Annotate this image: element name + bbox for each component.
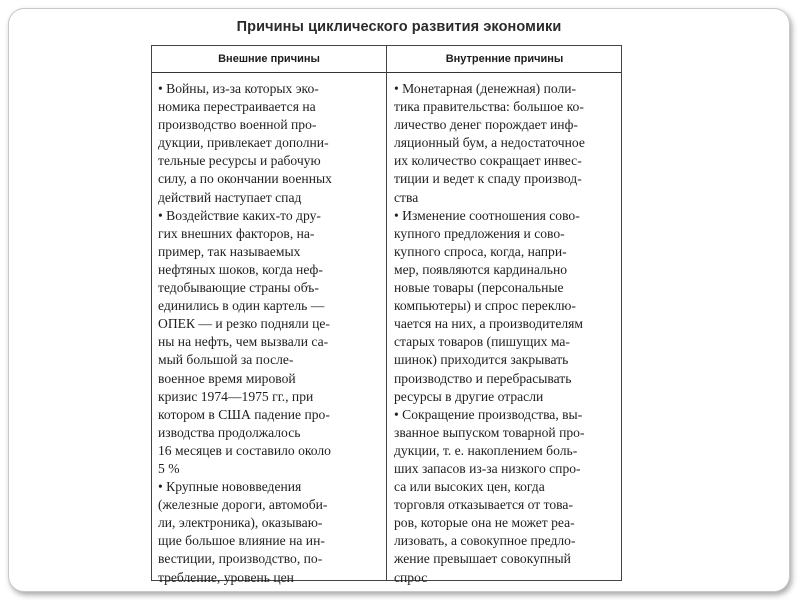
internal-cause-line: торговля отказывается от това- [394,497,573,513]
external-cause-line: • Крупные нововведения [158,479,302,495]
internal-cause-line: ресурсы в другие отрасли [394,388,544,404]
external-cause-line: • Войны, из-за которых эко- [158,81,319,96]
internal-cause-line: званное выпуском товарной про- [394,424,585,440]
internal-cause-line: спрос [394,569,428,585]
external-cause-line: мый большой за после- [158,352,294,368]
internal-cause-line: ляционный бум, а недостаточное [394,135,585,151]
external-cause-line: изводства продолжалось [158,424,301,440]
external-cause-line: силу, а по окончании военных [158,171,332,187]
internal-causes-column [394,80,618,587]
internal-cause-line: ров, которые она не может реа- [394,515,575,531]
external-cause-line: гих внешних факторов, на- [158,225,315,241]
internal-cause-line: са или высоких цен, когда [394,479,545,495]
external-cause-line: пример, так называемых [158,243,301,259]
external-cause-line: кризис 1974—1975 гг., при [158,388,314,404]
header-external-causes: Внешние причины [218,53,320,65]
internal-cause-line: производство и перебрасывать [394,370,572,386]
internal-cause-line: ших запасов из-за низкого спро- [394,460,581,476]
internal-cause-line: • Монетарная (денежная) поли- [394,81,577,96]
internal-cause-line: новые товары (персональные [394,280,564,296]
internal-cause-line: мер, появляются кардинально [394,261,568,277]
external-cause-line: (железные дороги, автомоби- [158,497,328,513]
external-cause-line: действий наступает спад [158,189,302,205]
external-cause-line: производство военной про- [158,117,317,133]
internal-cause-line: купного спроса, когда, напри- [394,243,567,259]
internal-cause-line: их количество сокращает инвес- [394,153,582,169]
external-cause-line: ны на нефть, чем вызвали са- [158,334,329,350]
internal-cause-line: чается на них, а производителям [394,316,584,332]
internal-cause-line: лизовать, а совокупное предло- [394,533,576,549]
external-cause-line: ОПЕК — и резко подняли це- [158,316,330,332]
slide-frame [8,8,790,592]
external-cause-line: номика перестраивается на [158,99,316,115]
internal-cause-line: старых товаров (пишущих ма- [394,334,570,350]
internal-cause-line: тика правительства: большое ко- [394,99,584,115]
external-cause-line: нефтяных шоков, когда неф- [158,261,323,277]
external-causes-column [158,80,384,587]
external-cause-line: вестиции, производство, по- [158,551,323,567]
external-cause-line: военное время мировой [158,370,296,386]
column-divider [386,46,387,580]
slide-title: Причины циклического развития экономики [236,19,562,35]
external-cause-line: • Воздействие каких-то дру- [158,207,321,223]
external-cause-line: единились в один картель — [158,298,325,314]
external-cause-line: ли, электроника), оказываю- [158,515,323,531]
internal-cause-line: жение превышает совокупный [394,551,571,567]
header-internal-causes: Внутренние причины [445,53,564,65]
external-cause-line: 5 % [158,460,180,476]
external-cause-line: тельные ресурсы и рабочую [158,153,321,169]
internal-cause-line: компьютеры) и спрос переклю- [394,298,576,314]
internal-cause-line: тиции и ведет к спаду производ- [394,171,582,187]
internal-cause-line: личество денег порождает инф- [394,117,578,133]
external-cause-line: котором в США падение про- [158,406,330,422]
internal-cause-line: дукции, т. е. накоплением боль- [394,442,578,458]
external-cause-line: требление, уровень цен [158,569,294,585]
external-cause-line: тедобывающие страны объ- [158,280,319,296]
external-cause-line: щие большое влияние на ин- [158,533,325,549]
external-cause-line: дукции, привлекает дополни- [158,135,329,151]
internal-cause-line: купного предложения и сово- [394,225,565,241]
internal-cause-line: ства [394,189,419,205]
external-cause-line: 16 месяцев и составило около [158,442,331,458]
causes-table [151,45,622,585]
internal-cause-line: шинок) приходится закрывать [394,352,569,368]
internal-cause-line: • Сокращение производства, вы- [394,406,583,422]
internal-cause-line: • Изменение соотношения сово- [394,207,580,223]
